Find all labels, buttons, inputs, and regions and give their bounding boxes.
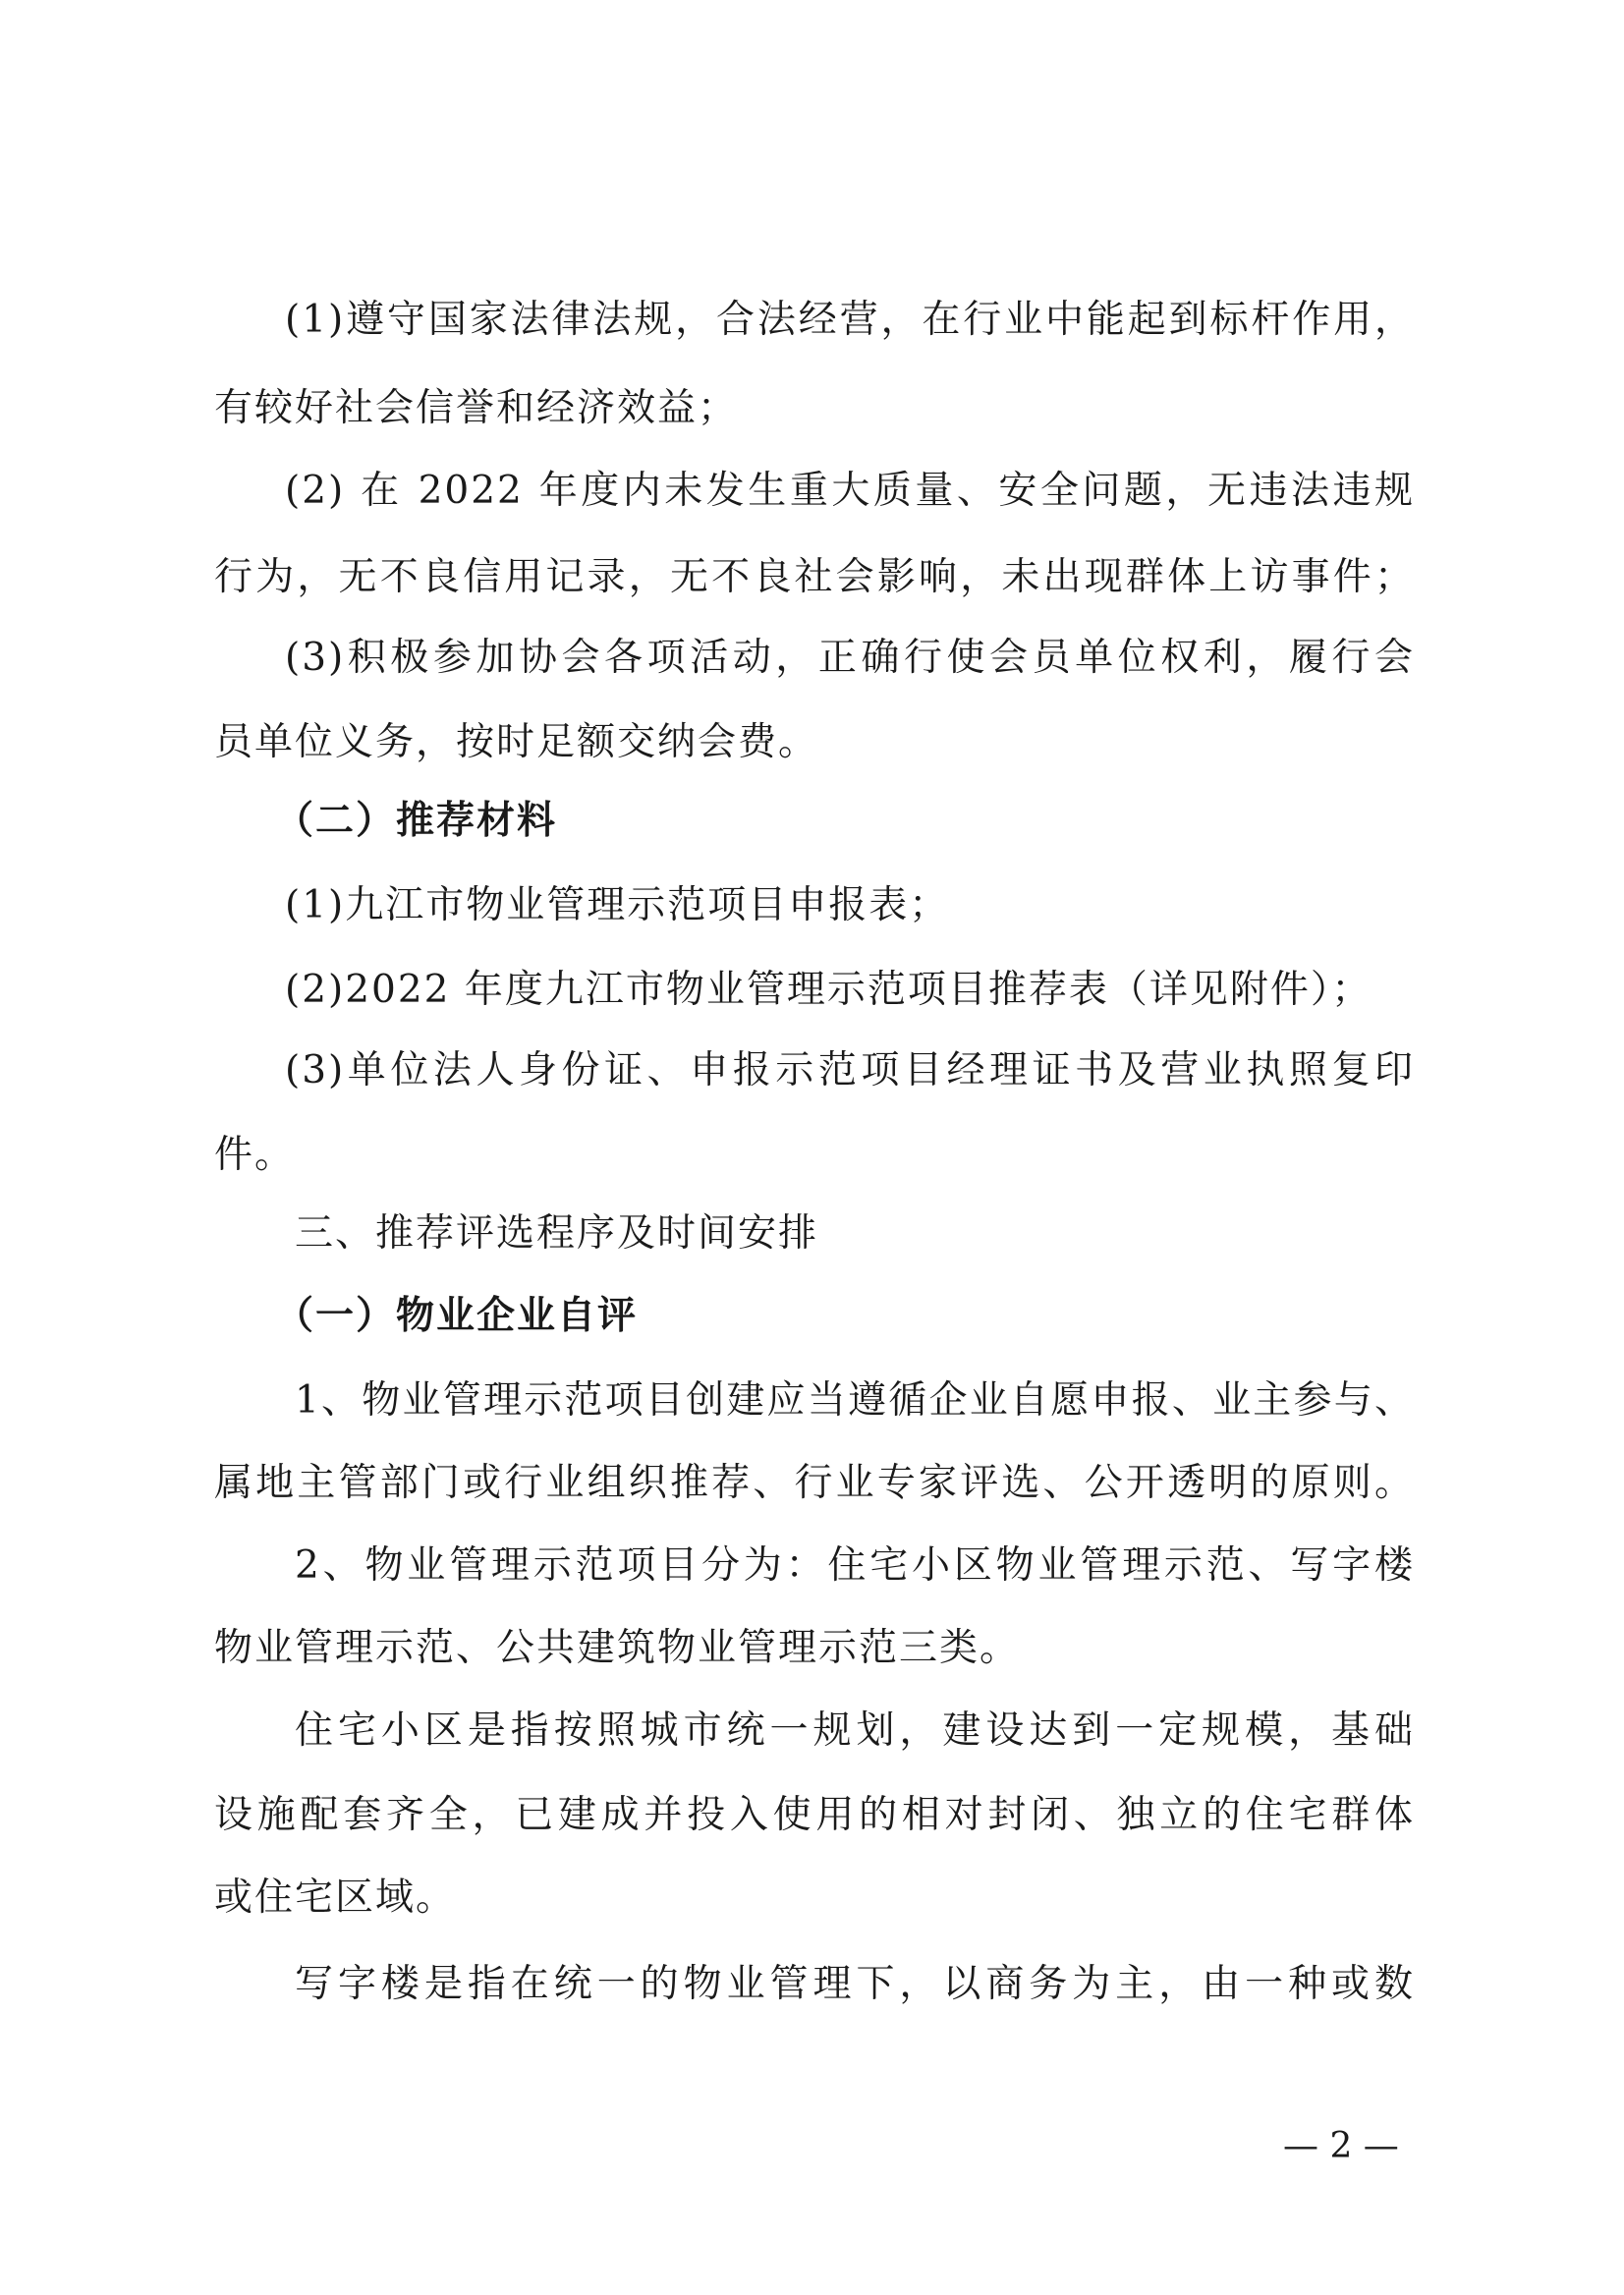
paragraph-line: 件。	[214, 1133, 296, 1177]
paragraph-line: 2、物业管理示范项目分为：住宅小区物业管理示范、写字楼	[295, 1543, 1415, 1588]
paragraph-line: (2)2022 年度九江市物业管理示范项目推荐表（详见附件）；	[285, 968, 1372, 1012]
section-heading: 三、推荐评选程序及时间安排	[295, 1211, 819, 1256]
paragraph-line: (3)积极参加协会各项活动，正确行使会员单位权利，履行会	[285, 636, 1415, 680]
section-subheading: （一）物业企业自评	[275, 1294, 639, 1338]
paragraph-line: (3)单位法人身份证、申报示范项目经理证书及营业执照复印	[285, 1048, 1415, 1092]
paragraph-line: 员单位义务，按时足额交纳会费。	[214, 720, 819, 764]
paragraph-line: (1)遵守国家法律法规，合法经营，在行业中能起到标杆作用，	[285, 298, 1415, 342]
paragraph-line: 属地主管部门或行业组织推荐、行业专家评选、公开透明的原则。	[214, 1461, 1415, 1505]
section-subheading: （二）推荐材料	[275, 799, 558, 843]
paragraph-line: 有较好社会信誉和经济效益；	[214, 386, 739, 430]
paragraph-line: 设施配套齐全，已建成并投入使用的相对封闭、独立的住宅群体	[214, 1793, 1415, 1837]
paragraph-line: 物业管理示范、公共建筑物业管理示范三类。	[214, 1626, 1021, 1670]
paragraph-line: (2) 在 2022 年度内未发生重大质量、安全问题，无违法违规	[285, 469, 1415, 513]
paragraph-line: 住宅小区是指按照城市统一规划，建设达到一定规模，基础	[295, 1708, 1415, 1753]
paragraph-line: 写字楼是指在统一的物业管理下，以商务为主，由一种或数	[295, 1962, 1415, 2006]
paragraph-line: 或住宅区域。	[214, 1875, 457, 1920]
paragraph-line: (1)九江市物业管理示范项目申报表；	[285, 883, 950, 927]
paragraph-line: 1、物业管理示范项目创建应当遵循企业自愿申报、业主参与、	[295, 1378, 1415, 1423]
paragraph-line: 行为，无不良信用记录，无不良社会影响，未出现群体上访事件；	[214, 555, 1415, 599]
page-number: — 2 —	[1283, 2126, 1399, 2166]
